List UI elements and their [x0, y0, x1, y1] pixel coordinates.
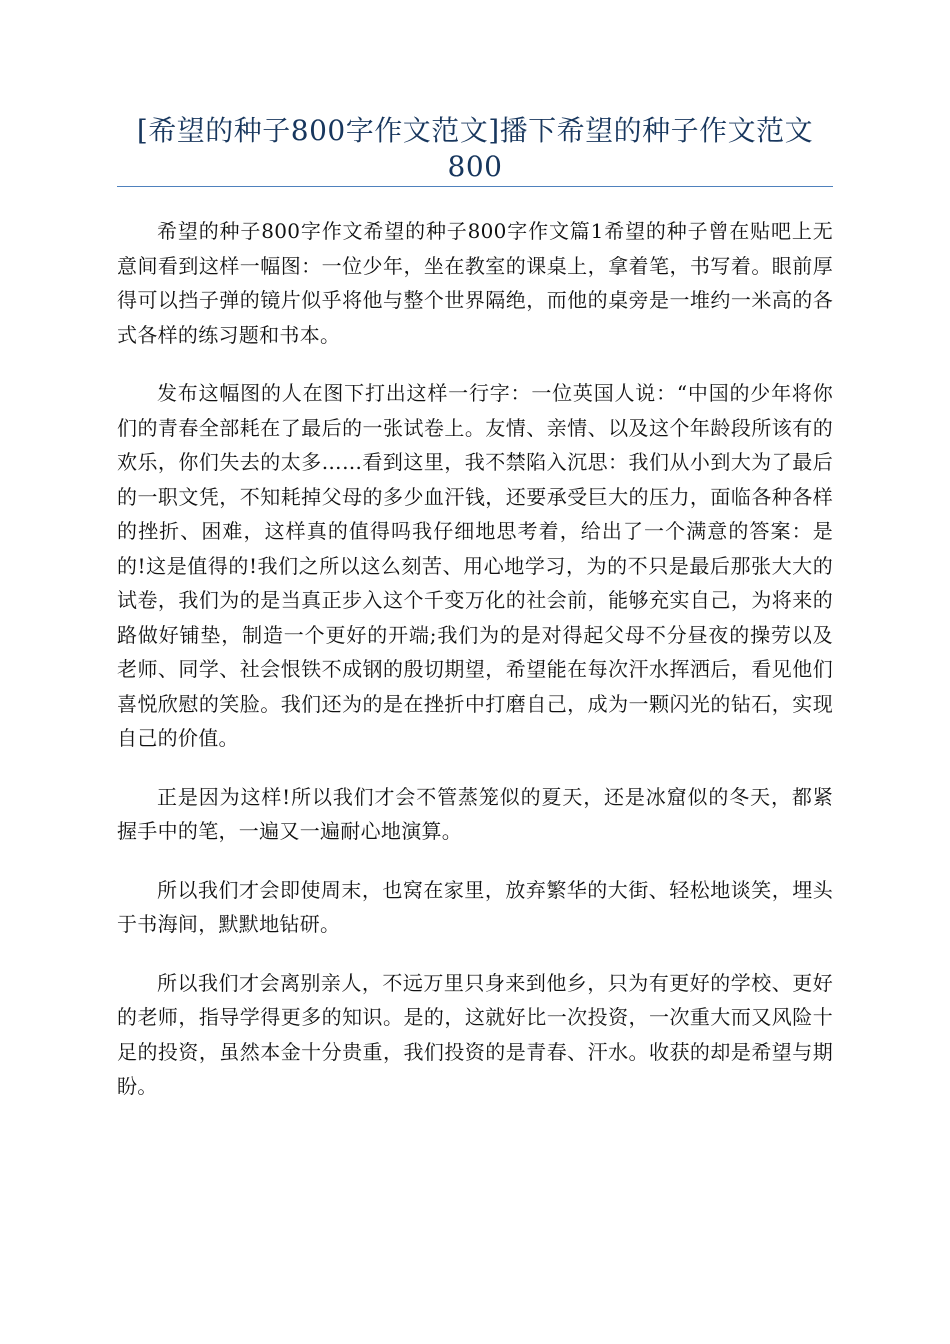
- paragraph-3: 正是因为这样!所以我们才会不管蒸笼似的夏天，还是冰窟似的冬天，都紧握手中的笔，一遍又一遍耐心地演算。: [117, 784, 833, 843]
- title-underline-divider: [117, 186, 833, 187]
- paragraph-2: 发布这幅图的人在图下打出这样一行字：一位英国人说：“中国的少年将你们的青春全部耗在了最后的一张试卷上。友情、亲情、以及这个年龄段所该有的欢乐，你们失去的太多……看到这里，我不禁陷入沉思：我们从小到大为了最后的一职文凭，不知耗掉父母的多少血汗钱，还要承受巨大的压力，面临各种各样的挫折、困难，这样真的值得吗我仔细地思考着，给出了一个满意的答案：是的!这是值得的!我们之所以这么刻苦、用心地学习，为的不只是最后那张大大的试卷，我们为的是当真正步入这个千变万化的社会前，能够充实自己，为将来的路做好铺垫，制造一个更好的开端;我们为的是对得起父母不分昼夜的操劳以及老师、同学、社会恨铁不成钢的殷切期望，希望能在每次汗水挥洒后，看见他们喜悦欣慰的笑脸。我们还为的是在挫折中打磨自己，成为一颗闪光的钻石，实现自己的价值。: [117, 381, 833, 750]
- document-body: [117, 214, 833, 1128]
- paragraph-5: 所以我们才会离别亲人，不远万里只身来到他乡，只为有更好的学校、更好的老师，指导学得更多的知识。是的，这就好比一次投资，一次重大而又风险十足的投资，虽然本金十分贵重，我们投资的是青春、汗水。收获的却是希望与期盼。: [117, 970, 833, 1098]
- paragraph-4: 所以我们才会即使周末，也窝在家里，放弃繁华的大街、轻松地谈笑，埋头于书海间，默默地钻研。: [117, 877, 833, 936]
- paragraph-1: 希望的种子800字作文希望的种子800字作文篇1希望的种子曾在贴吧上无意间看到这样一幅图：一位少年，坐在教室的课桌上，拿着笔，书写着。眼前厚得可以挡子弹的镜片似乎将他与整个世界隔绝，而他的桌旁是一堆约一米高的各式各样的练习题和书本。: [117, 219, 833, 347]
- document-title: [希望的种子800字作文范文]播下希望的种子作文范文800: [136, 114, 814, 183]
